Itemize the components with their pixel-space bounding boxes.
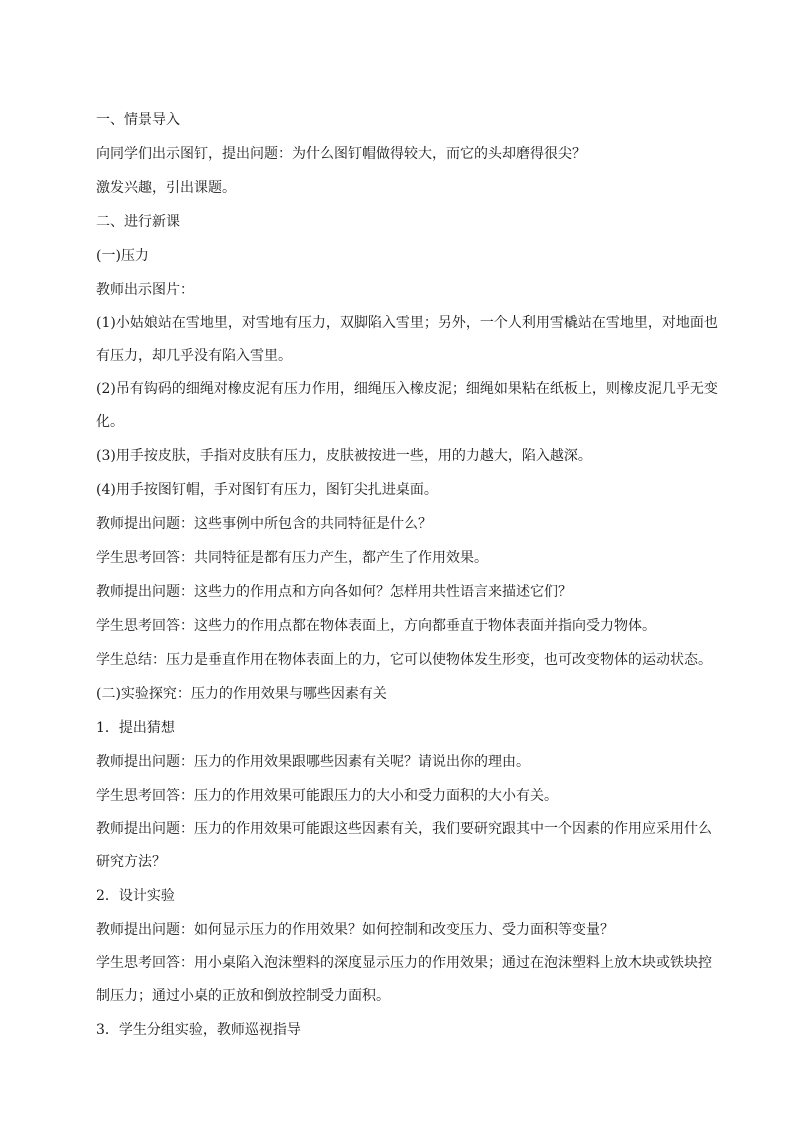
paragraph: 教师提出问题：压力的作用效果跟哪些因素有关呢？请说出你的理由。 <box>96 754 530 770</box>
section-heading-new-lesson: 二、进行新课 <box>96 214 180 230</box>
paragraph: 学生思考回答：用小桌陷入泡沫塑料的深度显示压力的作用效果；通过在泡沫塑料上放木块或铁块控制压力；通过小桌的正放和倒放控制受力面积。 <box>96 955 712 1004</box>
section-heading-intro: 一、情景导入 <box>96 112 180 128</box>
step-heading: 2．设计实验 <box>96 888 175 904</box>
paragraph: (3)用手按皮肤，手指对皮肤有压力，皮肤被按进一些，用的力越大，陷入越深。 <box>96 448 592 464</box>
paragraph: 向同学们出示图钉，提出问题：为什么图钉帽做得较大，而它的头却磨得很尖？ <box>96 146 586 162</box>
paragraph: 教师出示图片： <box>96 282 194 298</box>
document-page <box>96 103 724 1047</box>
paragraph: 教师提出问题：这些事例中所包含的共同特征是什么？ <box>96 516 432 532</box>
paragraph: 教师提出问题：如何显示压力的作用效果？如何控制和改变压力、受力面积等变量？ <box>96 922 614 938</box>
paragraph: (1)小姑娘站在雪地里，对雪地有压力，双脚陷入雪里；另外，一个人利用雪橇站在雪地里，对地面也有压力，却几乎没有陷入雪里。 <box>96 315 718 364</box>
paragraph: (4)用手按图钉帽，手对图钉有压力，图钉尖扎进桌面。 <box>96 482 438 498</box>
paragraph: 学生思考回答：这些力的作用点都在物体表面上，方向都垂直于物体表面并指向受力物体。 <box>96 618 656 634</box>
paragraph: 学生总结：压力是垂直作用在物体表面上的力，它可以使物体发生形变，也可改变物体的运动状态。 <box>96 652 712 668</box>
subsection-heading-pressure: (一)压力 <box>96 248 149 264</box>
paragraph: 学生思考回答：压力的作用效果可能跟压力的大小和受力面积的大小有关。 <box>96 788 558 804</box>
paragraph: (2)吊有钩码的细绳对橡皮泥有压力作用，细绳压入橡皮泥；细绳如果粘在纸板上，则橡皮泥几乎无变化。 <box>96 381 718 430</box>
paragraph: 学生思考回答：共同特征是都有压力产生，都产生了作用效果。 <box>96 550 488 566</box>
paragraph: 教师提出问题：这些力的作用点和方向各如何？怎样用共性语言来描述它们？ <box>96 584 572 600</box>
step-heading: 3．学生分组实验，教师巡视指导 <box>96 1022 301 1038</box>
paragraph: 激发兴趣，引出课题。 <box>96 180 236 196</box>
subsection-heading-experiment: (二)实验探究：压力的作用效果与哪些因素有关 <box>96 686 387 702</box>
paragraph: 教师提出问题：压力的作用效果可能跟这些因素有关，我们要研究跟其中一个因素的作用应采用什么研究方法？ <box>96 821 712 870</box>
step-heading: 1．提出猜想 <box>96 720 175 736</box>
